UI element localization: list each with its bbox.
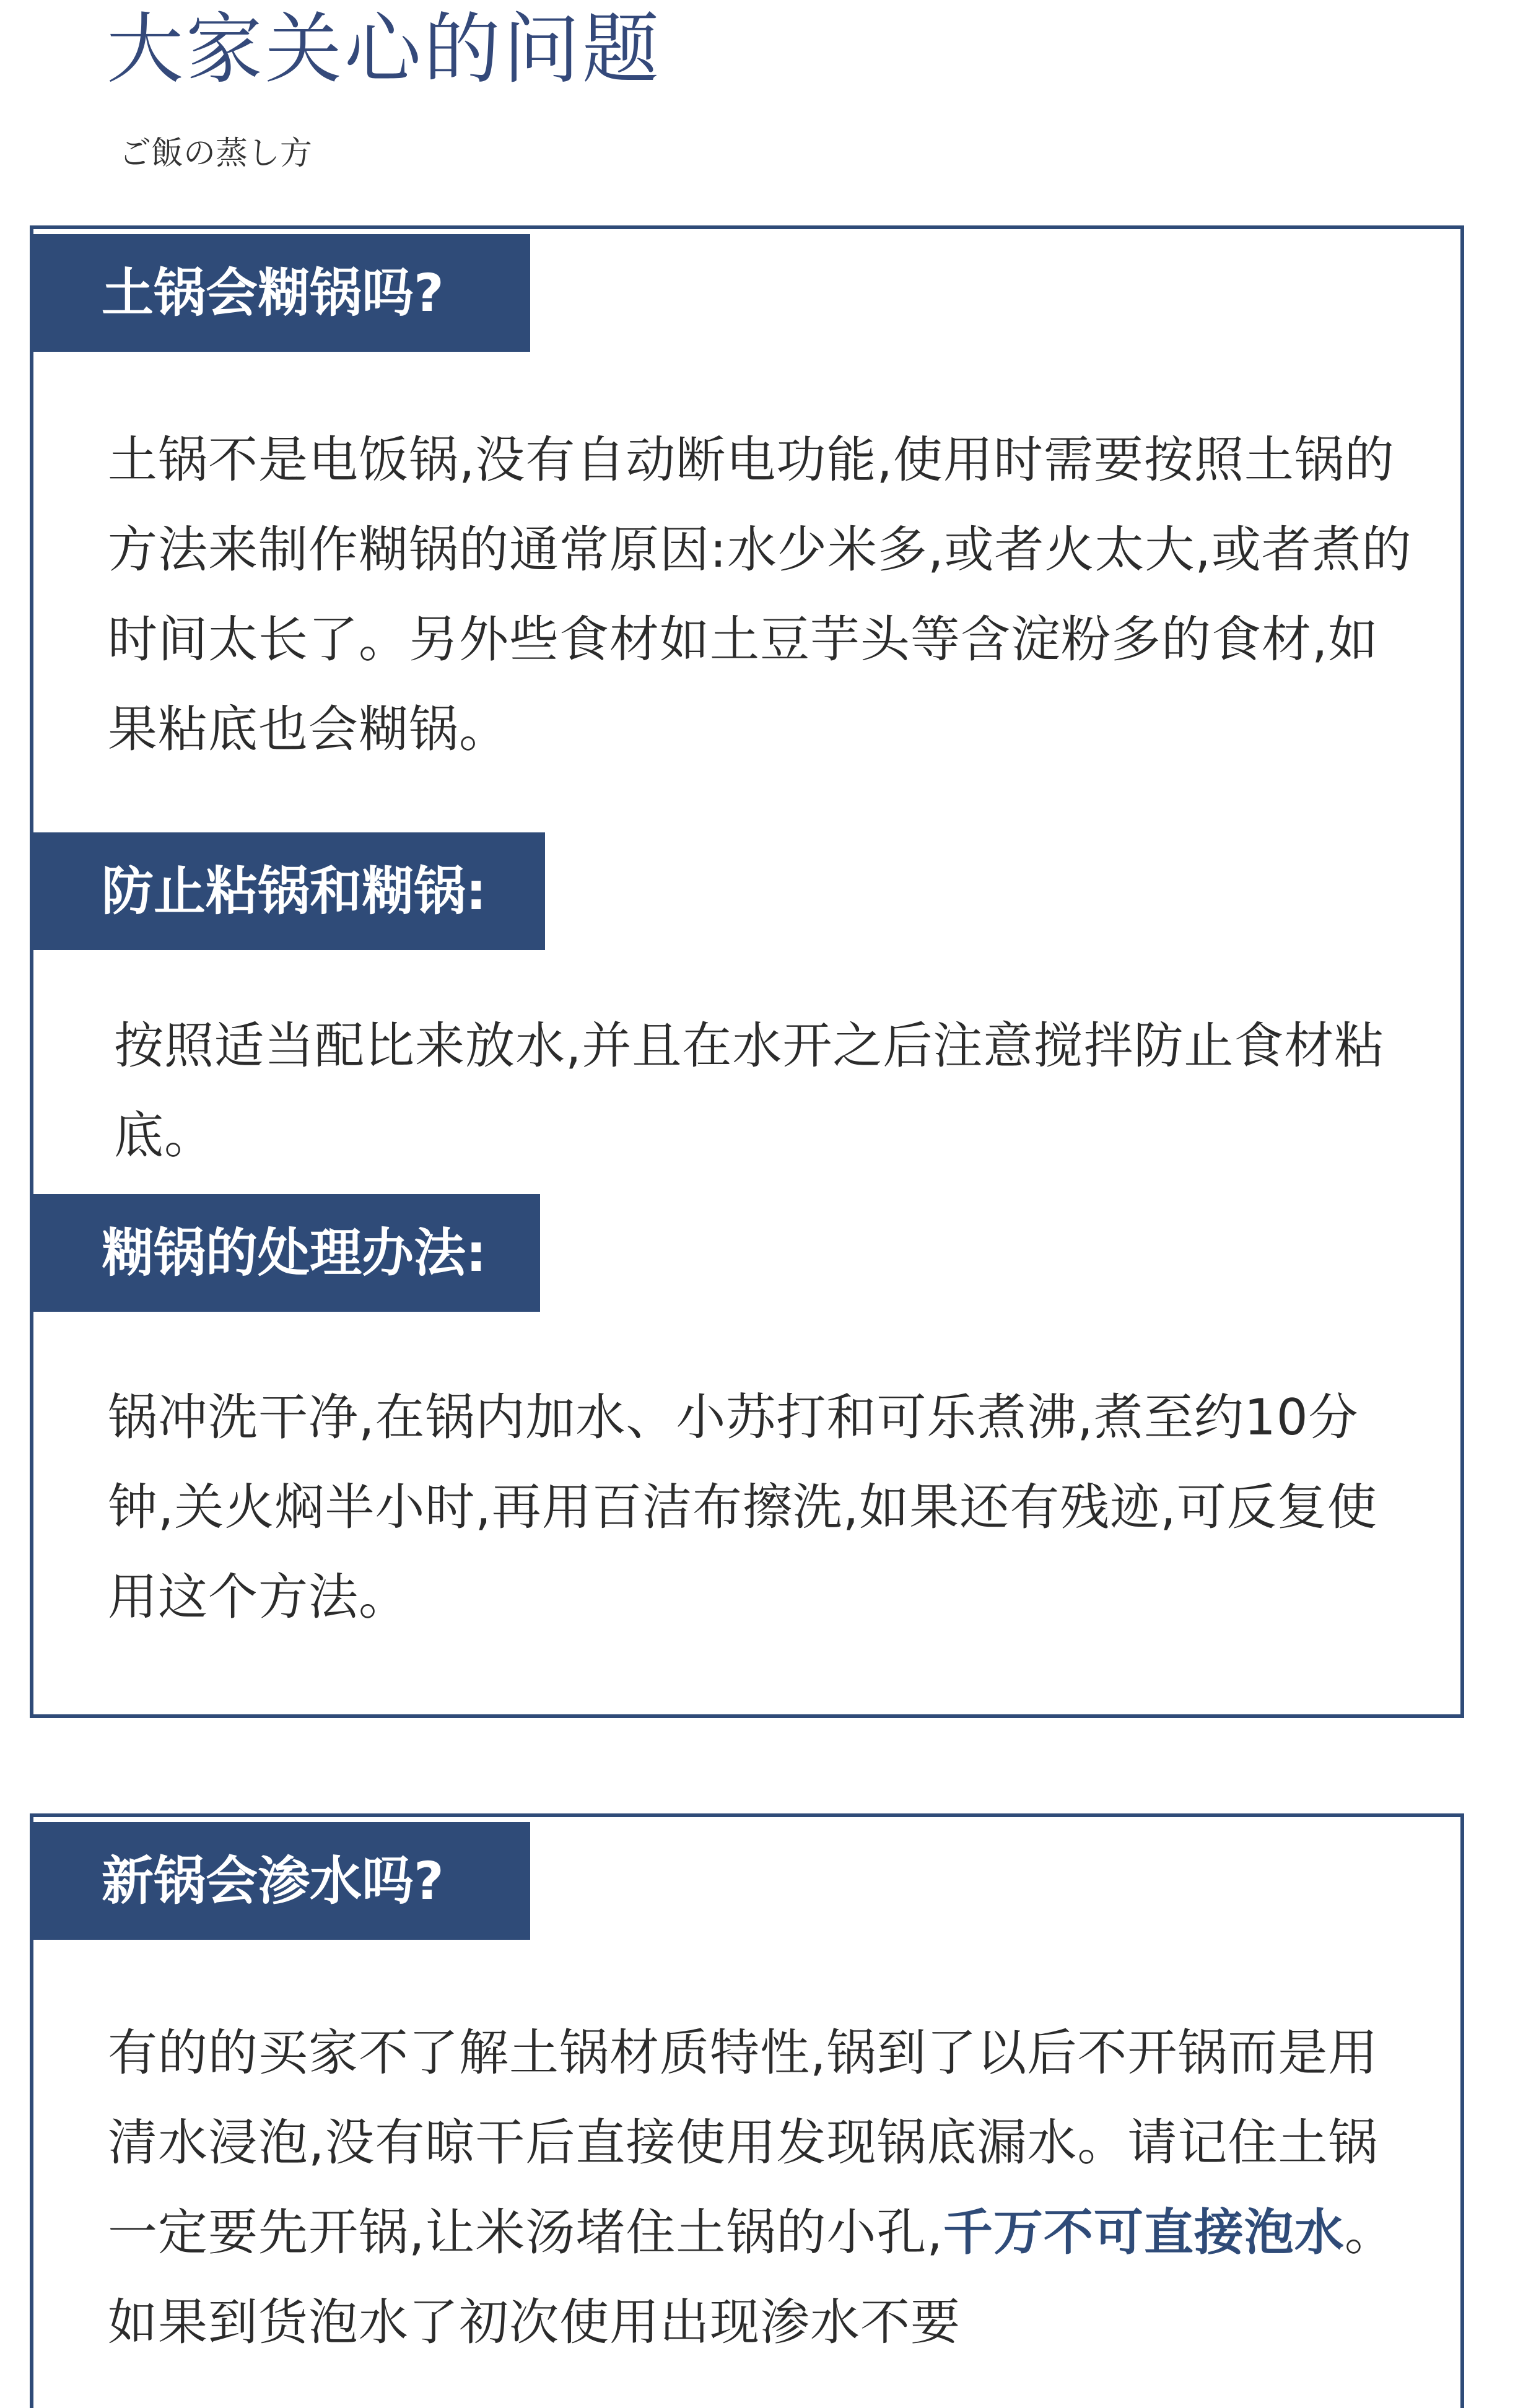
- page-subtitle: ご飯の蒸し方: [119, 135, 313, 172]
- faq-card-leaking: [30, 1813, 1464, 2408]
- section-text-leaking: [108, 2008, 1421, 2367]
- section-heading-burning: 土锅会糊锅吗?: [33, 234, 530, 352]
- faq-card-burning: [30, 225, 1464, 1718]
- leaking-text-normal: 有的的买家不了解土锅材质特性,锅到了以后不开锅而是用清水浸泡,没有晾干后直接使用发现锅底漏水。请记住土锅一定要先开锅,让米汤堵住土锅的小孔,: [108, 2024, 1379, 2261]
- section-text-prevention: 按照适当配比来放水,并且在水开之后注意搅拌防止食材粘底。: [114, 1017, 1385, 1164]
- page-title: 大家关心的问题: [107, 5, 662, 94]
- leaking-text-warning: 千万不可直接泡水: [943, 2204, 1345, 2261]
- section-heading-treatment: 糊锅的处理办法:: [33, 1194, 540, 1312]
- section-text-treatment: 锅冲洗干净,在锅内加水、小苏打和可乐煮沸,煮至约10分钟,关火焖半小时,再用百洁布擦洗,如果还有残迹,可反复使用这个方法。: [108, 1389, 1377, 1626]
- leaking-text-continued: 。如果到货泡水了初次使用出现渗水不要: [108, 2204, 1395, 2351]
- section-heading-prevention: 防止粘锅和糊锅:: [33, 832, 545, 950]
- section-heading-leaking: 新锅会渗水吗?: [33, 1822, 530, 1940]
- section-text-burning: 土锅不是电饭锅,没有自动断电功能,使用时需要按照土锅的方法来制作糊锅的通常原因:水少米多,或者火太大,或者煮的时间太长了。另外些食材如土豆芋头等含淀粉多的食材,如果粘底也会糊锅。: [108, 431, 1412, 758]
